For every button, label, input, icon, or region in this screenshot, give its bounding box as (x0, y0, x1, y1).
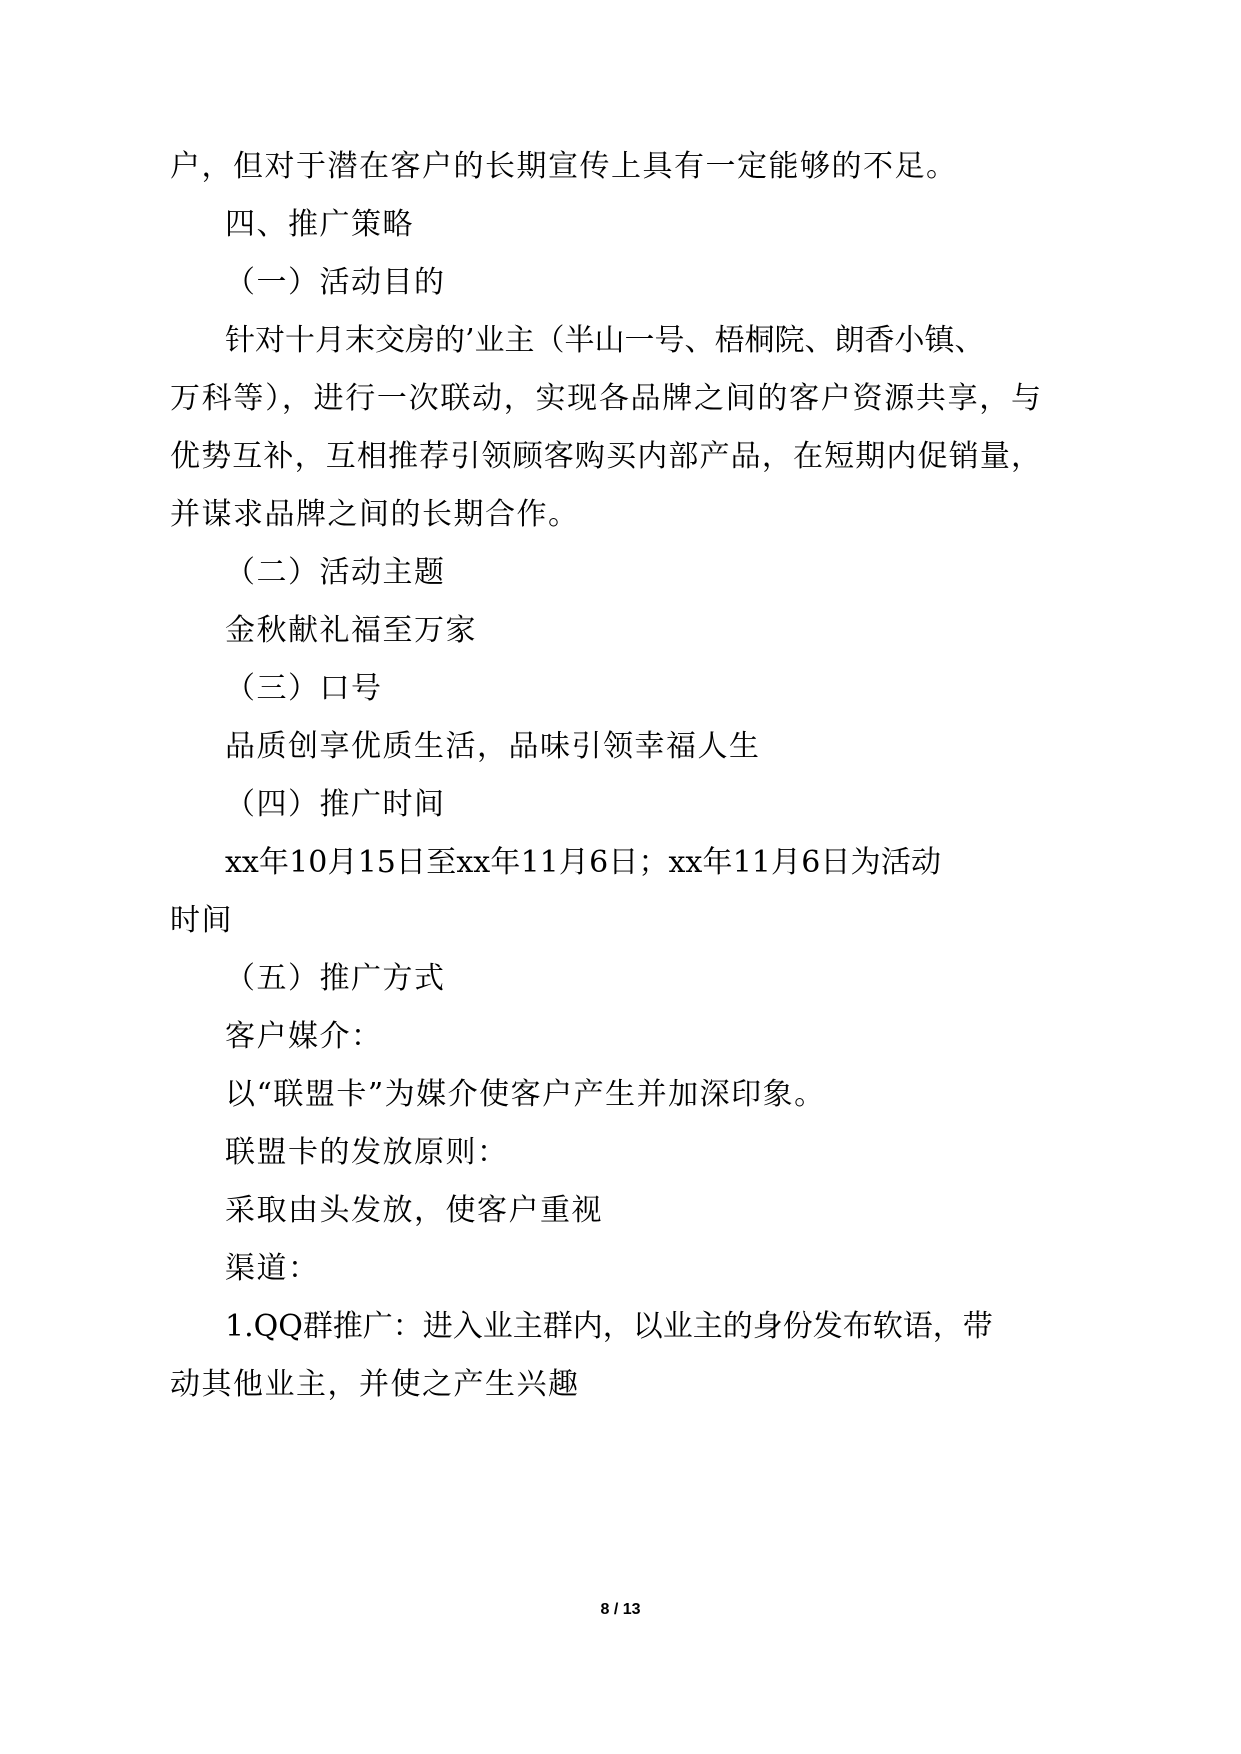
subsection-heading: （二）活动主题 (225, 555, 446, 590)
paragraph-line: 客户媒介： (225, 1019, 383, 1054)
paragraph-line: 金秋献礼福至万家 (225, 613, 477, 648)
paragraph-line: 针对十月末交房的’业主（半山一号、梧桐院、朗香小镇、 (225, 323, 985, 358)
paragraph-line: xx年10月15日至xx年11月6日；xx年11月6日为活动 (225, 845, 941, 880)
paragraph-line: 优势互补，互相推荐引领顾客购买内部产品，在短期内促销量， (170, 439, 1041, 474)
paragraph-line: 联盟卡的发放原则： (225, 1135, 509, 1170)
subsection-heading: （三）口号 (225, 671, 383, 706)
paragraph-line: 并谋求品牌之间的长期合作。 (170, 497, 580, 532)
paragraph-line: 1.QQ群推广：进入业主群内，以业主的身份发布软语，带 (225, 1309, 993, 1344)
subsection-heading: （四）推广时间 (225, 787, 446, 822)
paragraph-line: 动其他业主，并使之产生兴趣 (170, 1367, 580, 1402)
paragraph-line: 户，但对于潜在客户的长期宣传上具有一定能够的不足。 (170, 149, 958, 184)
paragraph-line: 品质创享优质生活，品味引领幸福人生 (225, 729, 761, 764)
paragraph-line: 时间 (170, 903, 233, 938)
paragraph-line: 以“联盟卡”为媒介使客户产生并加深印象。 (225, 1077, 826, 1112)
page-number: 8 / 13 (600, 1601, 641, 1618)
paragraph-line: 采取由头发放，使客户重视 (225, 1193, 603, 1228)
paragraph-line: 万科等），进行一次联动，实现各品牌之间的客户资源共享，与 (170, 381, 1041, 416)
section-heading: 四、推广策略 (225, 207, 414, 242)
paragraph-line: 渠道： (225, 1251, 320, 1286)
subsection-heading: （一）活动目的 (225, 265, 446, 300)
subsection-heading: （五）推广方式 (225, 961, 446, 996)
